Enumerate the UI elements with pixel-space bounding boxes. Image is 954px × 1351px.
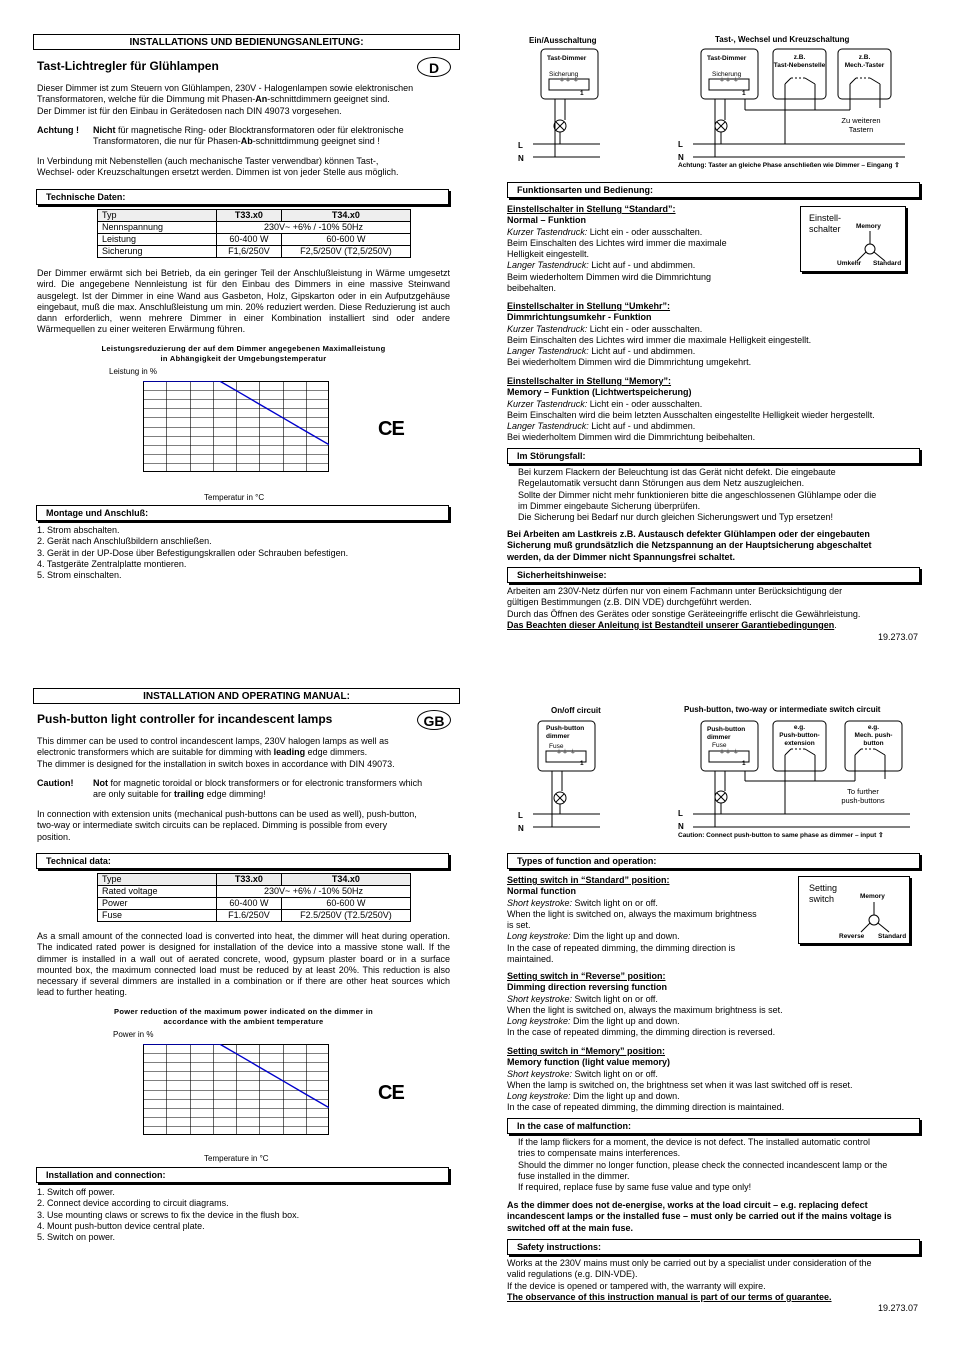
gb-diag2-fuse: Fuse [712, 742, 727, 749]
de-warning-text: Bei Arbeiten am Lastkreis z.B. Austausch defekter Glühlampen oder der eingebauten Sicherung muß grundsätzlich die Netzspannung an der Hauptsicherung abgeschaltet werden, da der Dimmer nicht Spannungsfrei schaltet. [507, 529, 872, 562]
gb-diag2-n: N [678, 822, 684, 831]
chart-frame [144, 1045, 329, 1135]
svg-text:⏚⏚ ⏚: ⏚⏚ ⏚ [556, 749, 576, 756]
de-ext2-label: z.B. Mech.-Taster [844, 54, 885, 69]
de-switch-label: Einstell- schalter [809, 213, 842, 234]
gb-func-reverse: Setting switch in “Reverse” position: Dimming direction reversing function Short keystroke: Switch light on or off. When the light is switched on, always the maximum brightness is set. Long keystroke: Dim the light up and down. In the case of repeated dimming, the dimming direction is reversed. [507, 971, 783, 1038]
list-item: 5. Strom einschalten. [37, 570, 122, 581]
list-item: 1. Switch off power. [37, 1187, 115, 1197]
gb-diag1-l: L [518, 811, 523, 820]
gb-func-header: Types of function and operation: [507, 853, 920, 869]
gb-diag-note: Caution: Connect push-button to same phase as dimmer – input ⇧ [678, 832, 884, 839]
de-fault-text: Bei kurzem Flackern der Beleuchtung ist das Gerät nicht defekt. Die eingebaute Regelautomatik versucht dann Störungen aus dem Netz auszugleichen. Sollte der Dimmer nicht mehr funktionieren bitte die angeschlossenen Glühlampe oder die im Dimmer eingebaute Sicherung überprüfen. Die Sicherung bei Bedarf nur durch gleichen Sicherungswert und Typ ersetzen! [518, 467, 877, 523]
de-heat-text: Der Dimmer erwärmt sich bei Betrieb, da ein geringer Teil der Anschlußleistung in Wärme umgesetzt wird. Die angegebene Nennleistung ist für den Einbau des Dimmers in eine massive Steinwand ausgelegt. Ist der Dimmer in eine Wand aus Gasbeton, Holz, Gipskarton oder in ein Aufputzgehäuse eingebaut, muß die max. Anschlußleistung um min. 20% reduziert werden. Diese Reduzierung ist auch dann erforderlich, wenn mehrere Dimmer in einer Kombination installiert sind oder andere Wärmequellen zu einer weiteren Erwärmung führen. [37, 268, 450, 335]
gb-title: Push-button light controller for incandescent lamps [37, 712, 333, 726]
de-extension: In Verbindung mit Nebenstellen (auch mechanische Taster verwendbar) können Tast-, Wechsel- oder Kreuzschaltungen ersetzt werden. Dimmen ist von jeder Stelle aus möglich. [37, 156, 399, 178]
gb-caution: Caution! Not for magnetic toroidal or block transformers or for electronic transformers which are only suitable for trailing edge dimming! [37, 778, 423, 800]
de-caution: Achtung ! Nicht für magnetische Ring- oder Blocktransformatoren oder für elektronische Transformatoren, die nur für Phasen-Ab-schnittdimmung geeignet sind ! [37, 125, 404, 147]
list-item: 5. Switch on power. [37, 1232, 116, 1243]
gb-switch-reverse: Reverse [839, 933, 865, 940]
gb-diag1-terminal-one: 1 [580, 760, 584, 767]
de-diag2-title: Tast-, Wechsel und Kreuzschaltung [715, 35, 850, 44]
de-switch-reverse: Umkehr [837, 260, 862, 267]
gb-ext1-label: e.g. Push-button- extension [779, 724, 820, 747]
gb-diag2-dimmer-name: Push-button dimmer [707, 726, 746, 741]
gb-switch-memory: Memory [860, 893, 885, 900]
gb-fault-text: If the lamp flickers for a moment, the device is not defect. The installed automatic control tries to compensate mains interferences. Should the dimmer no longer function, please check the connected incandescent lamp or the fuse installed in the dimmer. If required, replace fuse by same fuse value and type only! [518, 1137, 888, 1193]
list-item: 3. Use mounting claws or screws to fix the device in the flush box. [37, 1209, 300, 1220]
list-item: 4. Mount push-button device central plate. [37, 1220, 205, 1231]
gb-diag2-l: L [678, 809, 683, 818]
de-switch-diagram [800, 206, 906, 272]
de-derating-chart [143, 381, 329, 472]
gb-switch-label: Setting switch [809, 883, 838, 904]
gb-steps-list [37, 1187, 299, 1243]
gb-diag1-fuse: Fuse [549, 743, 564, 750]
gb-chart-ylabel: Power in % [113, 1030, 154, 1039]
gb-switch-diagram [798, 876, 910, 944]
de-switch-standard: Standard [873, 260, 902, 267]
arrow-up-icon: ⇧ [894, 162, 900, 169]
svg-text:⏚⏚ ⏚: ⏚⏚ ⏚ [719, 77, 739, 84]
de-chart-caption: Leistungsreduzierung der auf dem Dimmer angegebenen Maximalleistung in Abhängigkeit der Umgebungstemperatur [101, 344, 386, 363]
de-diag1-terminal-one: 1 [580, 90, 584, 97]
de-diag-note: Achtung: Taster an gleiche Phase anschließen wie Dimmer – Eingang ⇧ [678, 162, 900, 169]
list-item: 2. Connect device according to circuit diagrams. [37, 1198, 229, 1209]
de-func-memory: Einstellschalter in Stellung “Memory”: Memory – Funktion (Lichtwertspeicherung) Kurzer Tastendruck: Licht ein - oder ausschalten. Beim Einschalten wird die beim letzten Ausschalten eingestellte Helligkeit wieder hergestellt. Langer Tastendruck: Licht auf - und abdimmen. Bei wiederholtem Dimmen wird die Dimmrichtung beibehalten. [507, 376, 875, 443]
list-item: 1. Strom abschalten. [37, 525, 120, 535]
gb-country-badge: GB [417, 710, 451, 730]
gb-diag1-n: N [518, 824, 524, 833]
de-safety-text: Arbeiten am 230V-Netz dürfen nur von einem Fachmann unter Berücksichtigung der gültigen Bestimmungen (z.B. DIN VDE) durchgeführt werden. Durch das Öffnen des Gerätes oder sonstige Geräteeingriffe erlischt die Gewährleistung. Das Beachten dieser Anleitung ist Bestandteil unserer Garantiebedingungen. [507, 586, 861, 630]
de-safety-header: Sicherheitshinweise: [507, 567, 920, 583]
gb-heat-text: As a small amount of the connected load is converted into heat, the dimmer will heat during operation. The indicated rated power is designed for installation of the device into a massive stone wall. If the dimmer is installed in a wall out of aerated concrete, wood, gypsum plaster board or in a surface mounted box, the maximum connected load must be reduced by at least 20%. This reduction is also necessary if several dimmers are installed in a combination or if there are other heat sources which lead to further heating. [37, 931, 450, 998]
gb-tech-table: Type T33.x0 T34.x0 Rated voltage 230V~ +6% / -10% 50Hz Power 60-400 W 60-600 W Fuse F1.6/250V F2.5/250V (T2.5/250V) [97, 873, 411, 922]
de-tech-header: Technische Daten: [36, 189, 449, 205]
de-diag1-fuse: Sicherung [549, 71, 579, 78]
gb-chart-xlabel: Temperature in °C [204, 1154, 269, 1163]
gb-tech-header: Technical data: [36, 853, 449, 869]
svg-text:⏚⏚ ⏚: ⏚⏚ ⏚ [719, 749, 739, 756]
de-diag2-dimmer-name: Tast-Dimmer [707, 55, 747, 62]
gb-ext2-label: e.g. Mech. push- button [854, 724, 893, 747]
gb-doc-number: 19.273.07 [878, 1303, 919, 1313]
list-item: 3. Gerät in der UP-Dose über Befestigungskrallen oder Schrauben befestigen. [37, 547, 349, 558]
gb-fault-header: In the case of malfunction: [507, 1118, 920, 1134]
de-diag1-l: L [518, 141, 523, 150]
gb-diag1-dimmer-name: Push-button dimmer [546, 725, 585, 740]
de-mount-header: Montage und Anschluß: [36, 505, 449, 521]
gb-banner: INSTALLATION AND OPERATING MANUAL: [33, 688, 460, 704]
de-diag1-title: Ein/Ausschaltung [529, 36, 597, 45]
chart-frame [144, 382, 329, 472]
gb-diag1-title: On/off circuit [551, 706, 601, 715]
gb-warning-text: As the dimmer does not de-energise, works at the load circuit – e.g. replacing defect incandescent lamps or the installed fuse – must only be carried out if the mains voltage is switched off at the main fuse. [507, 1200, 892, 1233]
rotary-switch-icon [853, 231, 893, 263]
gb-extension: In connection with extension units (mechanical push-buttons can be used as well), push-button, two-way or intermediate switch circuits can be replaced. Dimming is possible from every position. [37, 809, 417, 842]
gb-safety-header: Safety instructions: [507, 1239, 920, 1255]
de-diag1-n: N [518, 154, 524, 163]
gb-switch-standard: Standard [878, 933, 907, 940]
gb-ce-mark: CE [378, 1082, 404, 1104]
de-doc-number: 19.273.07 [878, 632, 919, 642]
svg-text:⏚⏚ ⏚: ⏚⏚ ⏚ [559, 77, 579, 84]
de-country-badge: D [417, 57, 451, 77]
de-func-standard: Einstellschalter in Stellung “Standard”: Normal – Funktion Kurzer Tastendruck: Licht ein - oder ausschalten. Beim Einschalten des Lichtes wird immer die maximale Helligkeit eingestellt. Langer Tastendruck: Licht auf - und abdimmen. Beim wiederholtem Dimmen wird die Dimmrichtung beibehalten. [507, 204, 727, 294]
de-diag2-n: N [678, 153, 684, 162]
de-chart-xlabel: Temperatur in °C [204, 493, 265, 502]
de-switch-memory: Memory [856, 223, 881, 230]
de-title: Tast-Lichtregler für Glühlampen [37, 59, 219, 73]
de-diag1-dimmer-name: Tast-Dimmer [547, 55, 587, 62]
de-tech-table: Typ T33.x0 T34.x0 Nennspannung 230V~ +6% / -10% 50Hz Leistung 60-400 W 60-600 W Sicherung F1,6/250V F2,5/250V (T2,5/250V) [97, 209, 411, 258]
gb-derating-chart [143, 1044, 329, 1135]
gb-func-standard: Setting switch in “Standard” position: Normal function Short keystroke: Switch light on or off. When the light is switched on, always the maximum brightness is set. Long keystroke: Dim the light up and down. In the case of repeated dimming, the dimming direction is maintained. [507, 875, 757, 965]
gb-mount-header: Installation and connection: [36, 1167, 449, 1183]
rotary-switch-icon [857, 902, 897, 934]
gb-chart-caption: Power reduction of the maximum power indicated on the dimmer in accordance with the ambient temperature [114, 1007, 373, 1026]
de-intro: Dieser Dimmer ist zum Steuern von Glühlampen, 230V - Halogenlampen sowie elektronischen Transformatoren, welche für die Dimmung mit Phasen-An-schnittdimmern geeignet sind. Der Dimmer ist für den Einbau in Gerätedosen nach DIN 49073 vorgesehen. [37, 83, 414, 116]
de-func-header: Funktionsarten und Bedienung: [507, 182, 920, 198]
de-further-buttons: Zu weiteren Tastern [841, 116, 881, 134]
de-chart-ylabel: Leistung in % [109, 367, 158, 376]
gb-intro: This dimmer can be used to control incandescent lamps, 230V halogen lamps as well as electronic transformers which are suitable for dimming with leading edge dimmers. The dimmer is designed for the installation in switch boxes in accordance with DIN 49073. [37, 736, 395, 769]
de-diag2-l: L [678, 140, 683, 149]
gb-func-memory: Setting switch in “Memory” position: Memory function (light value memory) Short keystroke: Switch light on or off. When the lamp is switched on, the brightness set when it was last switched off is reset. Long keystroke: Dim the light up and down. In the case of repeated dimming, the dimming direction is maintained. [507, 1046, 853, 1113]
de-banner: INSTALLATIONS UND BEDIENUNGSANLEITUNG: [33, 34, 460, 50]
de-steps-list [37, 525, 348, 581]
de-diag2-terminal-one: 1 [742, 90, 746, 97]
de-ce-mark: CE [378, 418, 404, 440]
de-fault-header: Im Störungsfall: [507, 448, 920, 464]
gb-further-buttons: To further push-buttons [841, 787, 885, 805]
gb-safety-text: Works at the 230V mains must only be carried out by a specialist under consideration of the valid regulations (e.g. DIN-VDE). If the device is opened or tampered with, the warranty will expire. The observance of this instruction manual is part of our terms of guarantee. [507, 1258, 872, 1302]
gb-diag2-title: Push-button, two-way or intermediate switch circuit [684, 705, 881, 714]
gb-diag2-terminal-one: 1 [742, 760, 746, 767]
de-diag2-fuse: Sicherung [712, 71, 742, 78]
de-func-reverse: Einstellschalter in Stellung “Umkehr”: Dimmrichtungsumkehr - Funktion Kurzer Tastendruck: Licht ein - oder ausschalten. Beim Einschalten des Lichtes wird immer die maximale Helligkeit eingestellt. Langer Tastendruck: Licht auf - und abdimmen. Bei wiederholtem Dimmen wird die Dimmrichtung umgekehrt. [507, 301, 812, 368]
arrow-up-icon: ⇧ [878, 832, 884, 839]
list-item: 4. Tastgeräte Zentralplatte montieren. [37, 558, 187, 569]
de-ext1-label: z.B. Tast-Nebenstelle [773, 54, 826, 69]
list-item: 2. Gerät nach Anschlußbildern anschließen. [37, 536, 212, 547]
